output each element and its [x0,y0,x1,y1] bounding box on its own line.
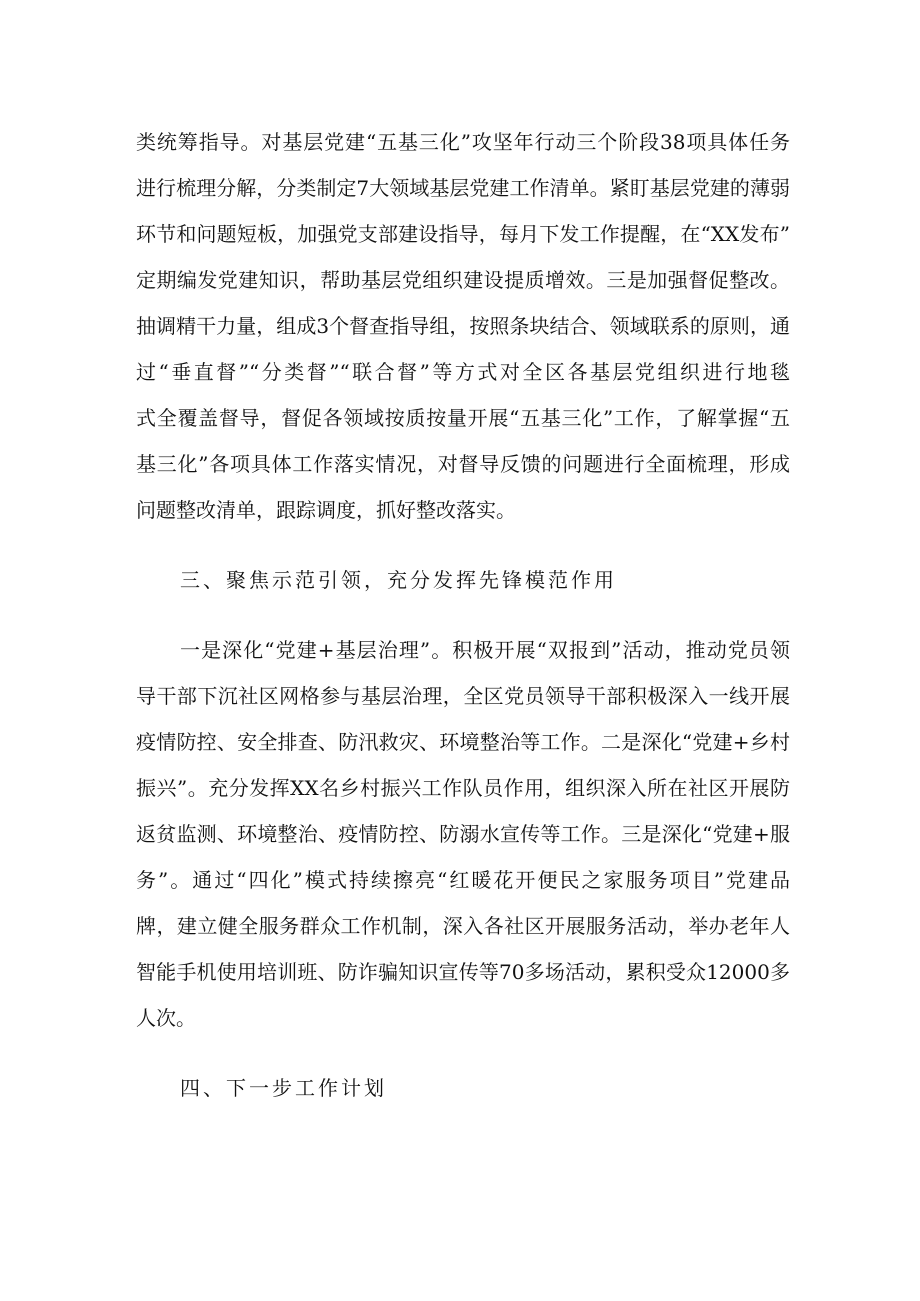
paragraph1-line-3: 环节和问题短板，加强党支部建设指导，每月下发工作提醒，在“XX发布” [136,222,790,246]
paragraph1-line-6: 过“垂直督”“分类督”“联合督”等方式对全区各基层党组织进行地毯 [136,360,790,384]
paragraph2-line-4: 振兴”。充分发挥XX名乡村振兴工作队员作用，组织深入所在社区开展防 [136,776,790,800]
paragraph2-line-3: 疫情防控、安全排查、防汛救灾、环境整治等工作。二是深化“党建+乡村 [136,730,790,754]
paragraph2-line-7: 牌，建立健全服务群众工作机制，深入各社区开展服务活动，举办老年人 [136,914,790,938]
paragraph1-line-9: 问题整改清单，跟踪调度，抓好整改落实。 [136,498,516,522]
paragraph2-line-6: 务”。通过“四化”模式持续擦亮“红暖花开便民之家服务项目”党建品 [136,868,790,892]
paragraph2-line-1: 一是深化“党建+基层治理”。积极开展“双报到”活动，推动党员领 [180,638,790,662]
paragraph2-line-2: 导干部下沉社区网格参与基层治理，全区党员领导干部积极深入一线开展 [136,684,790,708]
paragraph2-line-8: 智能手机使用培训班、防诈骗知识宣传等70多场活动，累积受众12000多 [136,960,790,984]
paragraph2-line-9: 人次。 [136,1006,196,1030]
paragraph2-line-5: 返贫监测、环境整治、疫情防控、防溺水宣传等工作。三是深化“党建+服 [136,822,790,846]
paragraph1-line-8: 基三化”各项具体工作落实情况，对督导反馈的问题进行全面梳理，形成 [136,452,790,476]
paragraph1-line-7: 式全覆盖督导，督促各领域按质按量开展“五基三化”工作，了解掌握“五 [136,406,790,430]
paragraph1-line-2: 进行梳理分解，分类制定7大领域基层党建工作清单。紧盯基层党建的薄弱 [136,176,790,200]
paragraph1-line-1: 类统筹指导。对基层党建“五基三化”攻坚年行动三个阶段38项具体任务 [136,130,790,154]
section-heading-4: 四、下一步工作计划 [180,1076,387,1100]
paragraph1-line-4: 定期编发党建知识，帮助基层党组织建设提质增效。三是加强督促整改。 [136,268,790,292]
paragraph1-line-5: 抽调精干力量，组成3个督查指导组，按照条块结合、领域联系的原则，通 [136,314,790,338]
section-heading-3: 三、聚焦示范引领，充分发挥先锋模范作用 [180,568,617,592]
